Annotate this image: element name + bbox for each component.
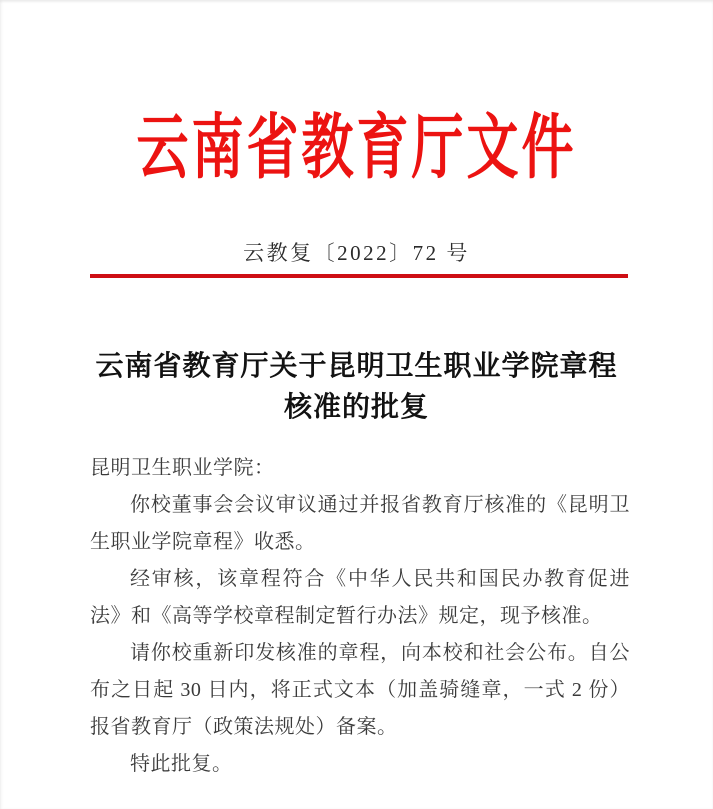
body-paragraph-1: 你校董事会会议审议通过并报省教育厅核准的《昆明卫生职业学院章程》收悉。 bbox=[90, 494, 630, 553]
body-paragraph-3: 请你校重新印发核准的章程，向本校和社会公布。自公布之日起 30 日内，将正式文本（加盖骑缝章，一式 2 份）报省教育厅（政策法规处）备案。 bbox=[90, 642, 630, 738]
closing-line: 特此批复。 bbox=[130, 753, 233, 775]
agency-header-title: 云南省教育厅文件 bbox=[136, 110, 577, 188]
document-reference-number: 云教复〔2022〕72 号 bbox=[243, 241, 470, 265]
salutation-line: 昆明卫生职业学院： bbox=[90, 457, 275, 479]
document-title-line2: 核准的批复 bbox=[283, 392, 429, 423]
document-body bbox=[90, 450, 630, 783]
document-title-line1: 云南省教育厅关于昆明卫生职业学院章程 bbox=[95, 351, 618, 382]
red-divider-line bbox=[90, 274, 628, 278]
document-title bbox=[40, 346, 673, 428]
body-paragraph-2: 经审核，该章程符合《中华人民共和国民办教育促进法》和《高等学校章程制定暂行办法》规定，现予核准。 bbox=[90, 568, 630, 627]
